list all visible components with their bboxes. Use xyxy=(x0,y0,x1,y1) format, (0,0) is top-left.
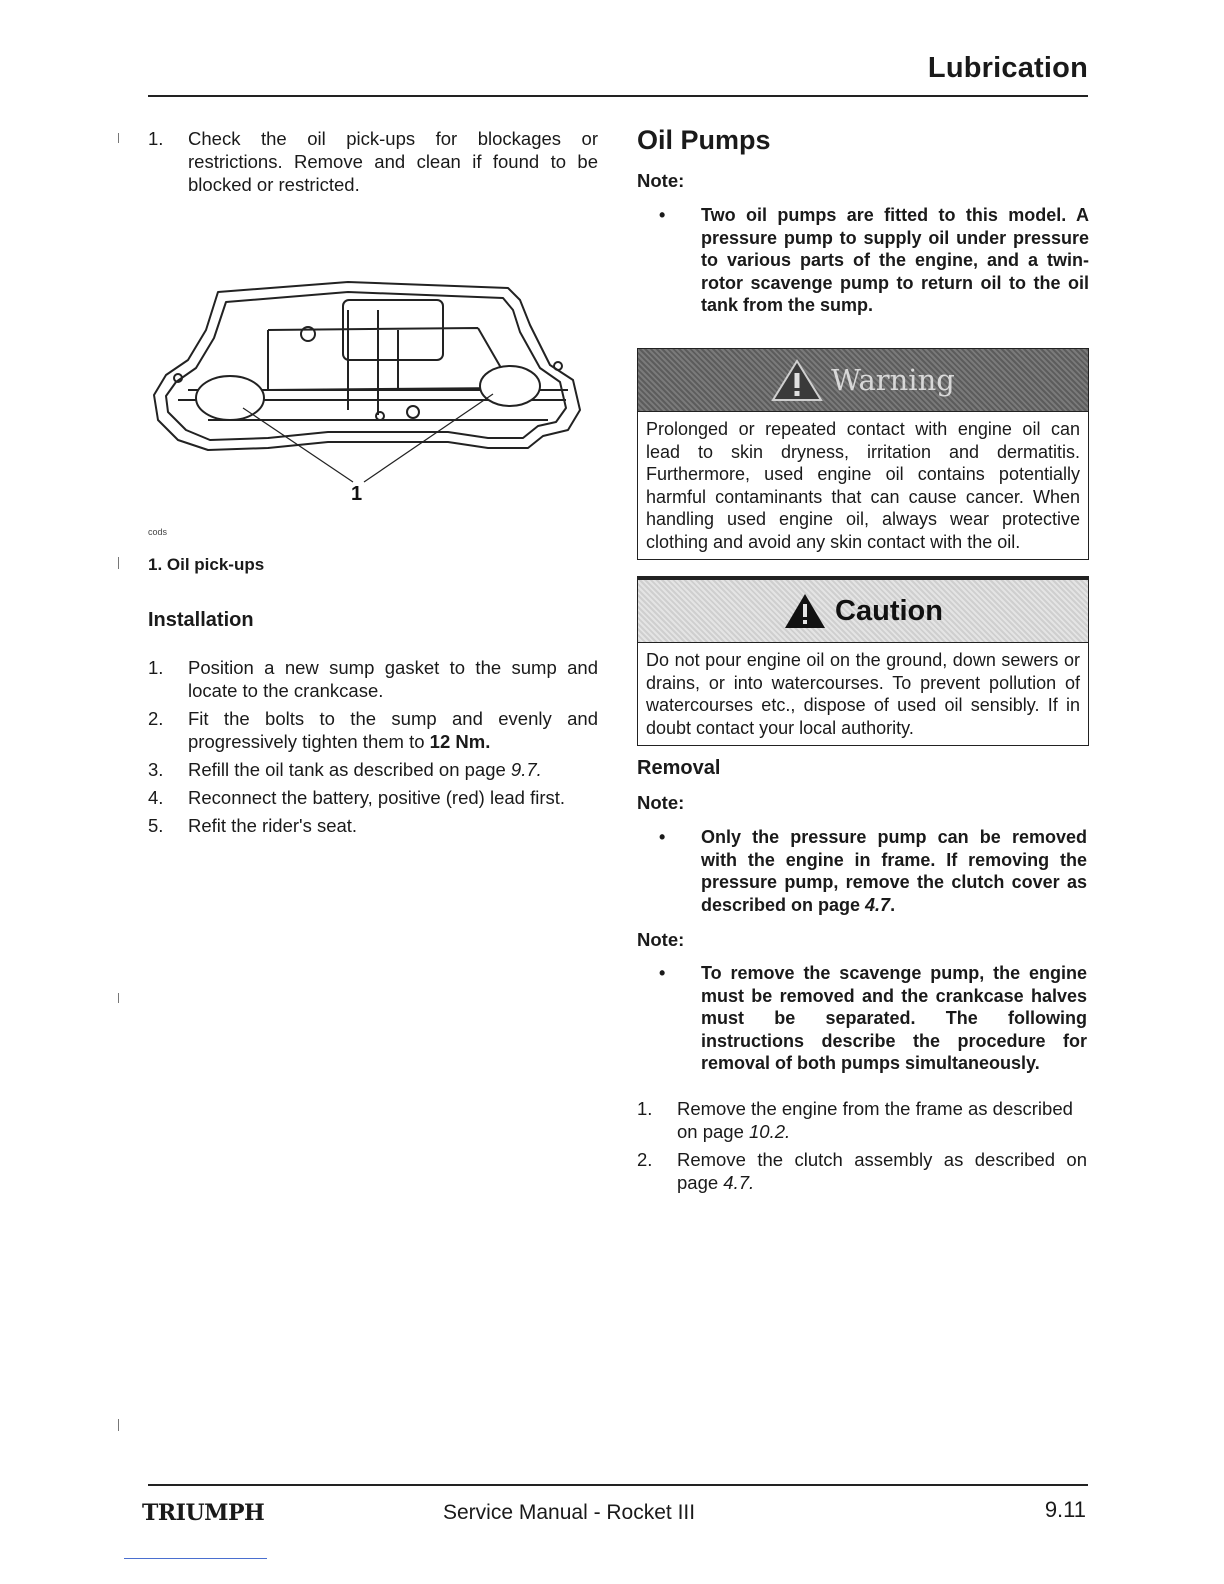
warning-text: Prolonged or repeated contact with engine oil can lead to skin dryness, irritation and dermatitis. Furthermore, used engine oil contains potentially harmful contaminants that can cause cancer. When handling used engine oil, always wear protective clothing and avoid any skin contact with the oil. xyxy=(638,411,1088,559)
page-header-title: Lubrication xyxy=(927,52,1088,84)
triumph-logo: TRIUMPH xyxy=(142,1500,265,1526)
warning-triangle-icon xyxy=(771,358,823,402)
margin-mark xyxy=(118,557,119,569)
warning-banner xyxy=(638,349,1088,411)
sump-port xyxy=(376,412,384,420)
note-label: Note: xyxy=(637,792,685,813)
installation-heading: Installation xyxy=(148,609,254,631)
pickup-left xyxy=(196,376,264,420)
note-bullet: • Only the pressure pump can be removed with the engine in frame. If removing the pressure pump, remove the clutch cover as described on page 4.7. xyxy=(659,827,1087,915)
figure-code: cods xyxy=(148,527,168,537)
list-item: 1. Check the oil pick-ups for blockages or restrictions. Remove and clean if found to be blocked or restricted. xyxy=(148,128,598,195)
list-item: 2. Remove the clutch assembly as described on page 4.7. xyxy=(637,1149,1087,1193)
caution-text: Do not pour engine oil on the ground, down sewers or drains, or into watercourses. To prevent pollution of watercourses etc., dispose of used oil sensibly. If in doubt contact your local authority. xyxy=(638,642,1088,745)
list-item: 2. Fit the bolts to the sump and evenly and progressively tighten them to 12 Nm. xyxy=(148,708,598,752)
caution-box xyxy=(637,576,1089,746)
page-reference-link[interactable]: 9.7 xyxy=(510,759,537,780)
left-step-list xyxy=(148,127,598,201)
list-item: 4. Reconnect the battery, positive (red) lead first. xyxy=(148,787,566,808)
page-reference-link[interactable]: 10.2 xyxy=(749,1121,786,1142)
sump-port xyxy=(554,362,562,370)
note-label: Note: xyxy=(637,929,685,950)
margin-mark xyxy=(118,1419,119,1431)
sump-port xyxy=(407,406,419,418)
figure-caption: 1. Oil pick-ups xyxy=(148,555,265,574)
caution-title: Caution xyxy=(835,594,943,627)
footer-rule xyxy=(148,1484,1088,1486)
page-number: 9.11 xyxy=(1044,1497,1086,1522)
removal-steps xyxy=(637,1097,1087,1199)
footer-underline xyxy=(124,1558,267,1559)
list-item: 5. Refit the rider's seat. xyxy=(148,815,358,836)
callout-number: 1 xyxy=(351,483,363,505)
note-bullet: • To remove the scavenge pump, the engine must be removed and the crankcase halves must be separated. The following instructions describe the procedure for removal of both pumps simultaneously. xyxy=(659,963,1087,1073)
warning-box xyxy=(637,348,1089,560)
caution-triangle-icon xyxy=(783,592,827,630)
list-item: 1. Remove the engine from the frame as described on page 10.2. xyxy=(637,1098,1073,1142)
list-item: 3. Refill the oil tank as described on page 9.7. xyxy=(148,759,542,780)
installation-steps xyxy=(148,656,598,842)
note-bullet: • Two oil pumps are fitted to this model. A pressure pump to supply oil under pressure to various parts of the engine, and a twin-rotor scavenge pump to return oil to the oil tank from the sump. xyxy=(659,205,1089,315)
section-heading: Oil Pumps xyxy=(637,125,771,155)
warning-title: Warning xyxy=(831,363,955,397)
caution-banner xyxy=(638,577,1088,642)
margin-mark xyxy=(118,993,119,1003)
oil-sump-illustration xyxy=(148,270,608,510)
page-reference-link[interactable]: 4.7 xyxy=(865,894,891,915)
page-reference-link[interactable]: 4.7 xyxy=(723,1172,750,1193)
note-label: Note: xyxy=(637,170,685,191)
removal-heading: Removal xyxy=(637,757,721,779)
margin-mark xyxy=(118,133,119,143)
header-rule xyxy=(148,95,1088,97)
pickup-right xyxy=(480,366,540,406)
footer-manual-title: Service Manual - Rocket III xyxy=(443,1501,696,1524)
leader-line xyxy=(364,394,493,482)
list-item: 1. Position a new sump gasket to the sump and locate to the crankcase. xyxy=(148,657,598,701)
